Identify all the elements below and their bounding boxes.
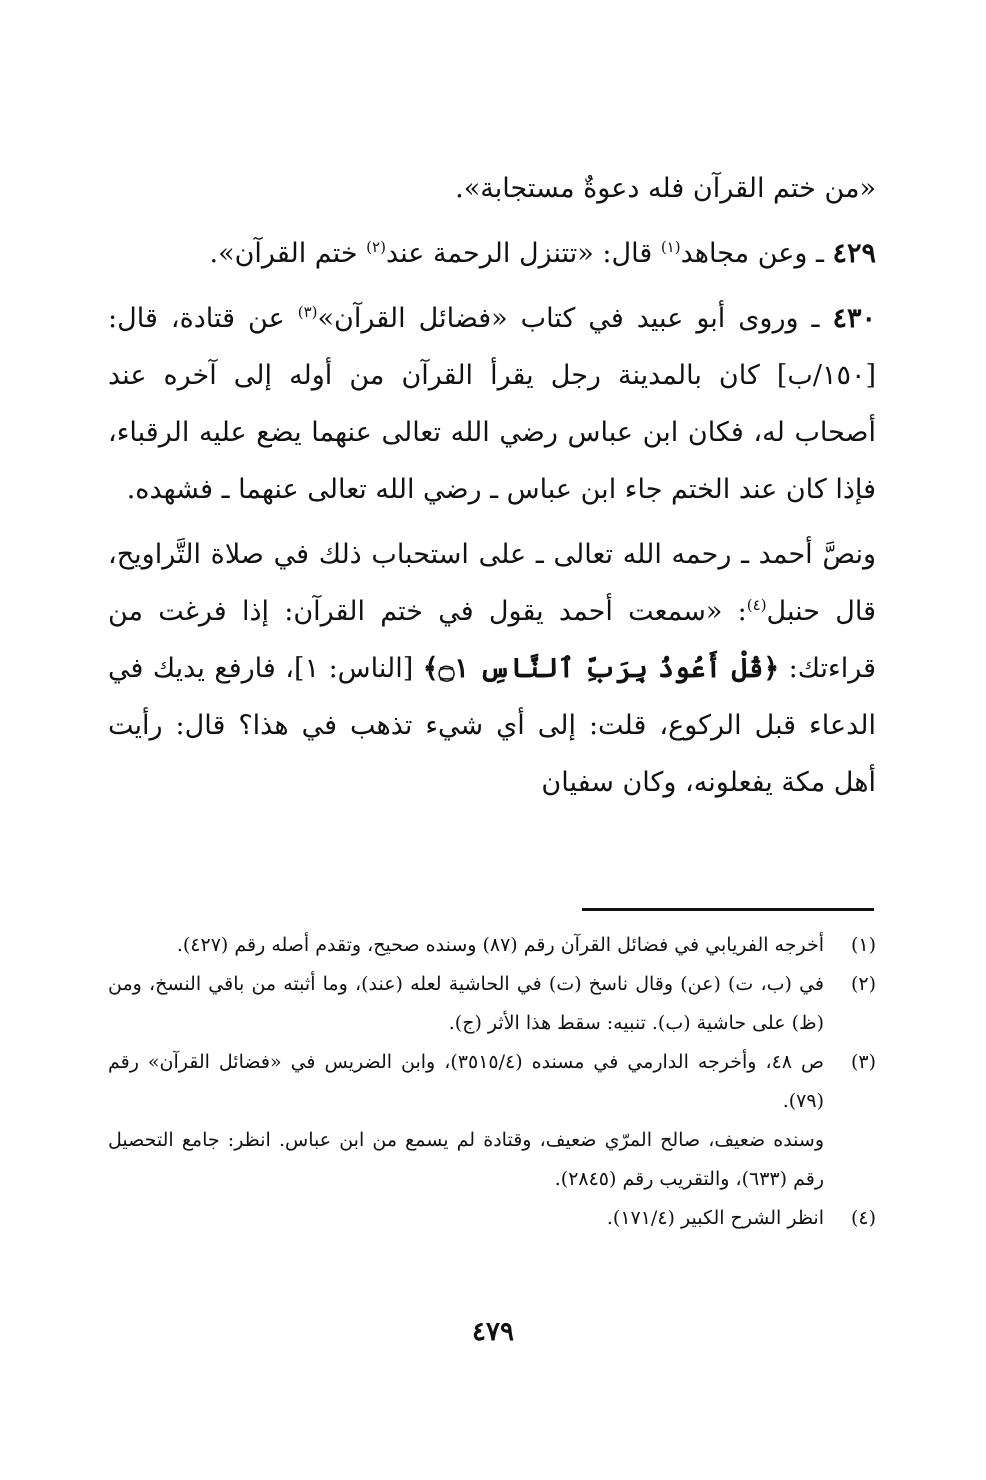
paragraph-ahmad xyxy=(108,526,876,811)
text-segment: [الناس: ١]، فارفع يديك في الدعاء قبل الركوع، قلت: إلى أي شيء تذهب في هذا؟ قال: رأيت أهل مكة يفعلونه، وكان سفيان xyxy=(108,653,876,798)
footnote-ref-2[interactable]: (٢) xyxy=(366,238,386,256)
footnote-text: وسنده ضعيف، صالح المرّي ضعيف، وقتادة لم يسمع من ابن عباس. انظر: جامع التحصيل رقم (٦٣٣)، والتقريب رقم (٢٨٤٥). xyxy=(108,1129,824,1190)
paragraph-hadith-end: «من ختم القرآن فله دعوةٌ مستجابة». xyxy=(455,173,876,204)
footnote-separator xyxy=(582,908,874,911)
footnote-2 xyxy=(108,965,876,1043)
footnote-ref-1[interactable]: (١) xyxy=(660,238,681,256)
footnotes xyxy=(108,926,876,1238)
text-segment: ونصَّ أحمد ـ رحمه الله تعالى ـ على استحباب ذلك في صلاة التَّراويح، قال حنبل xyxy=(108,539,876,627)
footnote-text: انظر الشرح الكبير (١٧١/٤). xyxy=(606,1207,824,1229)
text-segment: عن قتادة، قال: [١٥٠/ب] كان بالمدينة رجل يقرأ القرآن من أوله إلى آخره عند أصحاب له، فكان ابن عباس رضي الله تعالى عنهما يضع عليه الرقباء، فإذا كان عند الختم جاء ابن عباس ـ رضي الله تعالى عنهما ـ فشهده. xyxy=(108,303,876,505)
text-segment: ـ وروى أبو عبيد في كتاب «فضائل القرآن» xyxy=(317,303,833,334)
paragraph-430 xyxy=(108,290,876,518)
page-number: ٤٧٩ xyxy=(472,1317,514,1347)
footnote-number: (٤) xyxy=(850,1207,876,1229)
quran-verse: ﴿قُلْ أَعُوذُ بِرَبِّ ٱلنَّاسِ ۝١﴾ xyxy=(422,653,780,684)
footnote-1 xyxy=(108,926,876,965)
footnote-3-continued xyxy=(108,1121,876,1199)
footnote-3 xyxy=(108,1043,876,1121)
entry-number-430: ٤٣٠ xyxy=(832,303,876,334)
footnote-text: ص ٤٨، وأخرجه الدارمي في مسنده (٣٥١٥/٤)، وابن الضريس في «فضائل القرآن» رقم (٧٩). xyxy=(108,1051,824,1112)
text-segment: : «سمعت أحمد يقول في ختم القرآن: إذا فرغت من قراءتك: xyxy=(108,596,877,684)
footnote-number: (٢) xyxy=(850,973,876,995)
text-segment: ـ وعن مجاهد xyxy=(680,238,833,269)
main-text xyxy=(108,160,876,819)
footnote-number xyxy=(824,1121,876,1199)
text-segment: ختم القرآن». xyxy=(209,238,367,269)
text-segment: قال: «تتنزل الرحمة عند xyxy=(385,238,661,269)
footnote-ref-3[interactable]: (٣) xyxy=(297,303,318,321)
footnote-number: (١) xyxy=(850,934,876,956)
footnote-text: أخرجه الفريابي في فضائل القرآن رقم (٨٧) وسنده صحيح، وتقدم أصله رقم (٤٢٧). xyxy=(176,934,824,956)
footnote-ref-4[interactable]: (٤) xyxy=(746,596,767,614)
footnote-text: في (ب، ت) (عن) وقال ناسخ (ت) في الحاشية لعله (عند)، وما أثبته من باقي النسخ، ومن (ظ) على حاشية (ب). تنبيه: سقط هذا الأثر (ج). xyxy=(108,973,824,1034)
paragraph-429 xyxy=(108,225,876,282)
entry-number-429: ٤٢٩ xyxy=(832,238,876,269)
footnote-number: (٣) xyxy=(850,1051,876,1073)
footnote-4 xyxy=(108,1199,876,1238)
